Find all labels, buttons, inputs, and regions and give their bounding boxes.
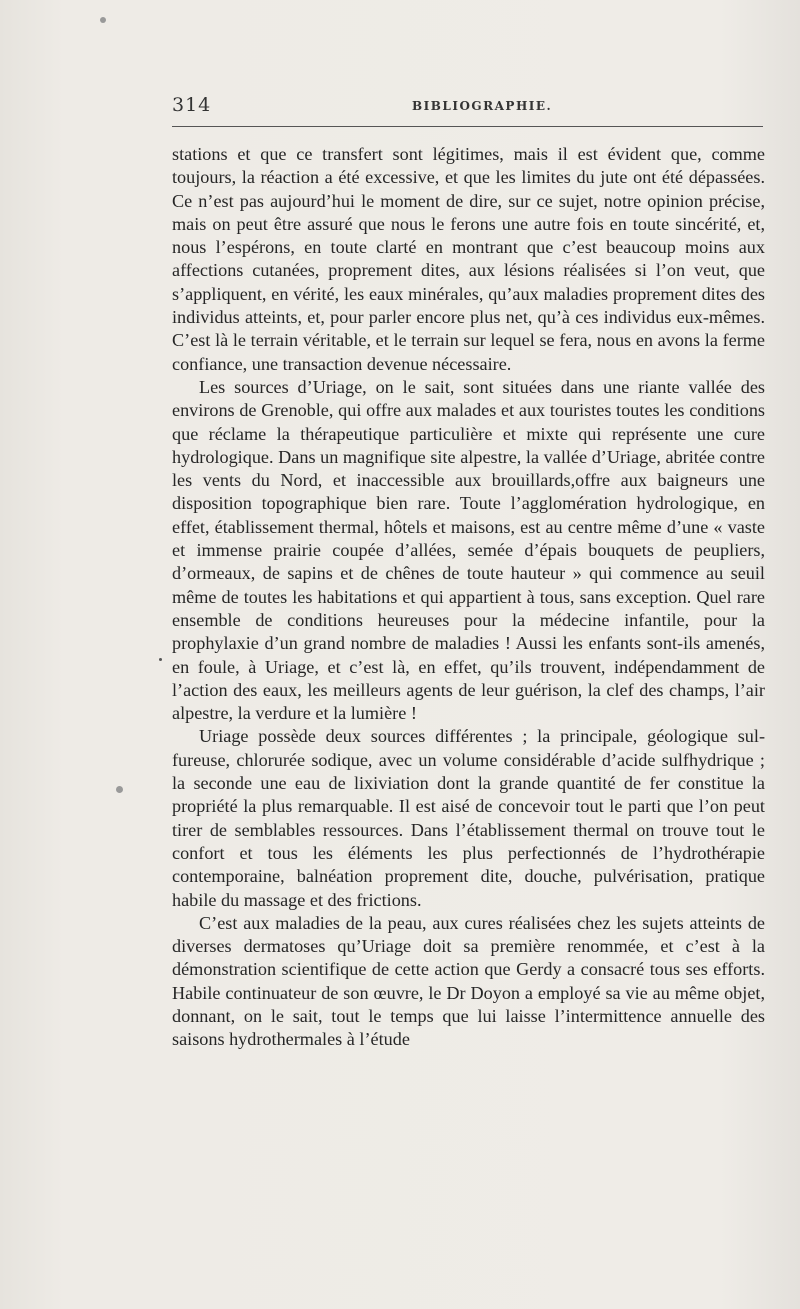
paper-speck — [100, 17, 106, 23]
page-number: 314 — [172, 94, 212, 116]
body-text — [172, 143, 765, 1052]
paragraph: Les sources d’Uriage, on le sait, sont situées dans une riante vallée des environs de Grenoble, qui offre aux malades et aux touristes toutes les conditions que réclame la thérapeutique particulière et mixte qui représente une cure hydrologique. Dans un magnifique site alpestre, la vallée d’Uriage, abritée contre les vents du Nord, et inaccessible aux brouillards,offre aux baigneurs une disposition topographique bien rare. Toute l’agglomération hydrologique, en effet, établissement thermal, hôtels et maisons, est au centre même d’une « vaste et immense prairie coupée d’allées, semée d’épais bouquets de peupliers, d’ormeaux, de sapins et de chênes de toute hauteur » qui commence au seuil même de toutes les habitations et qui appartient à tous, sans exception. Quel rare ensemble de conditions heureuses pour la médecine infantile, pour la prophylaxie d’un grand nombre de maladies ! Aussi les enfants sont-ils amenés, en foule, à Uriage, et c’est là, en effet, qu’ils trouvent, indépendamment de l’action des eaux, les meilleurs agents de leur guérison, la clef des champs, l’air alpestre, la verdure et la lumière ! — [172, 376, 765, 724]
paragraph: C’est aux maladies de la peau, aux cures réalisées chez les sujets atteints de diverses dermatoses qu’Uriage doit sa première renommée, et c’est à la démonstration scientifique de cette action que Gerdy a consacré tous ses efforts. Habile continuateur de son œuvre, le Dr Doyon a employé sa vie au même objet, donnant, on le sait, tout le temps que lui laisse l’intermittence annuelle des saisons hydrothermales à l’étude — [172, 912, 765, 1050]
header-rule — [172, 126, 763, 127]
margin-dot — [159, 658, 162, 661]
paper-speck — [116, 786, 123, 793]
running-head: BIBLIOGRAPHIE. — [412, 99, 553, 113]
page-header — [172, 94, 763, 120]
paragraph: stations et que ce transfert sont légitimes, mais il est évident que, comme toujours, la réaction a été excessive, et que les limites du jute ont été dépassées. Ce n’est pas aujourd’hui le moment de dire, sur ce sujet, notre opinion précise, mais on peut être assuré que nous le ferons une autre fois en toute sincérité, et, nous l’espérons, en toute clarté en montrant que c’est beaucoup moins aux affections cutanées, proprement dites, aux lésions réalisées si l’on veut, que s’appliquent, en vérité, les eaux minérales, qu’aux maladies proprement dites des individus atteints, et, pour parler encore plus net, qu’à ces individus eux-mêmes. C’est là le terrain véritable, et le terrain sur lequel se fera, nous en avons la ferme confiance, une transaction devenue nécessaire. — [172, 144, 765, 374]
paragraph: Uriage possède deux sources différentes ; la principale, géologique sulfureuse, chlorurée sodique, avec un volume considérable d’acide sulfhydrique ; la seconde une eau de lixiviation dont la grande quantité de fer constitue la propriété la plus remarquable. Il est aisé de concevoir tout le parti que l’on peut tirer de semblables ressources. Dans l’établissement thermal on trouve tout le confort et tous les éléments les plus perfectionnés de l’hydrothérapie contemporaine, balnéation proprement dite, douche, pulvérisation, pratique habile du massage et des frictions. — [172, 726, 765, 910]
